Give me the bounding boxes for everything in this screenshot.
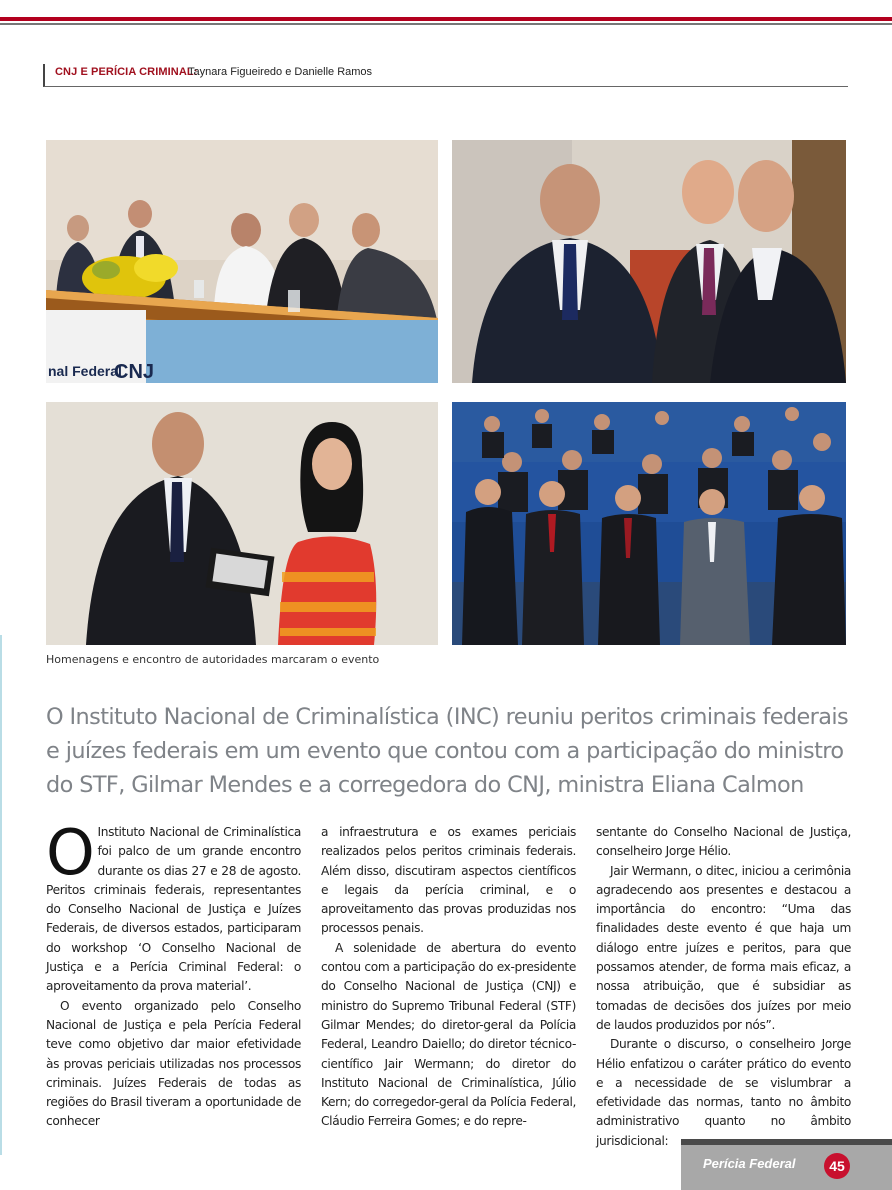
- photo-audience: [452, 402, 846, 645]
- article-column-1: [46, 816, 301, 1132]
- photo-panel-table: [46, 140, 438, 383]
- paragraph: sentante do Conselho Nacional de Justiça, conselheiro Jorge Hélio.: [596, 825, 851, 859]
- photo-three-men: [452, 140, 846, 383]
- page-number: 45: [824, 1153, 850, 1179]
- paragraph: O evento organizado pelo Conselho Nacional de Justiça e pela Perícia Federal teve como objetivo dar maior efetividade às provas periciais utilizadas nos processos criminais. Juízes Federais de todas as regiões do Brasil tiveram a oportunidade de conhecer: [46, 998, 301, 1129]
- article-column-2: [321, 823, 576, 1132]
- paragraph: A solenidade de abertura do evento contou com a participação do ex-presidente do Conselho Nacional de Justiça (CNJ) e ministro do Supremo Tribunal Federal (STF) Gilmar Mendes; do diretor-geral da Polícia Federal, Leandro Daiello; do diretor técnico-científico Jair Wermann; do diretor do Instituto Nacional de Criminalística, Júlio Kern; do corregedor-geral da Polícia Federal, Cláudio Ferreira Gomes; e do repre-: [321, 940, 576, 1129]
- section-title: CNJ E PERÍCIA CRIMINAL:: [55, 66, 198, 78]
- photo-caption: Homenagens e encontro de autoridades marcaram o evento: [46, 653, 380, 666]
- page-edge-accent: [0, 635, 2, 1155]
- article-header: [43, 64, 848, 87]
- magazine-title: Perícia Federal: [703, 1156, 796, 1171]
- top-rule-secondary: [0, 23, 892, 25]
- banner-logo: CNJ: [114, 361, 155, 383]
- paragraph: Jair Wermann, o ditec, iniciou a cerimônia agradecendo aos presentes e destacou a importância do encontro: “Uma das finalidades deste evento é que haja um diálogo entre juízes e peritos, para que possamos atender, de forma mais eficaz, a nossa atribuição, que é subsidiar as tomadas de decisões dos juízes por meio de laudos produzidos por nós”.: [596, 863, 851, 1032]
- drop-cap: O: [46, 816, 95, 889]
- top-rule: [0, 17, 892, 21]
- headline: O Instituto Nacional de Criminalística (INC) reuniu peritos criminais federais e juízes federais em um evento que contou com a participação do ministro do STF, Gilmar Mendes e a corregedora do CNJ, ministra Eliana Calmon: [46, 704, 849, 798]
- photo-award-handover: [46, 402, 438, 645]
- article-column-3: [596, 823, 851, 1151]
- banner-text: nal Federal: [48, 363, 122, 379]
- page-footer: [681, 1139, 892, 1190]
- paragraph: Durante o discurso, o conselheiro Jorge Hélio enfatizou o caráter prático do evento e a necessidade de se vislumbrar a efetividade das normas, tanto no âmbito administrativo quanto no âmbito jurisdicional:: [596, 1037, 851, 1148]
- paragraph: a infraestrutura e os exames periciais realizados pelos peritos criminais federais. Além disso, discutiram aspectos científicos e legais da perícia criminal, e o aproveitamento das provas produzidas nos processos penais.: [321, 825, 576, 936]
- paragraph: Instituto Nacional de Criminalística foi palco de um grande encontro durante os dias 27 e 28 de agosto. Peritos criminais federais, representantes do Conselho Nacional de Justiça e Juízes Federais, de diversos estados, participaram do workshop ‘O Conselho Nacional de Justiça e a Perícia Criminal Federal: o aproveitamento da prova material’.: [46, 825, 301, 994]
- authors: Taynara Figueiredo e Danielle Ramos: [188, 66, 373, 78]
